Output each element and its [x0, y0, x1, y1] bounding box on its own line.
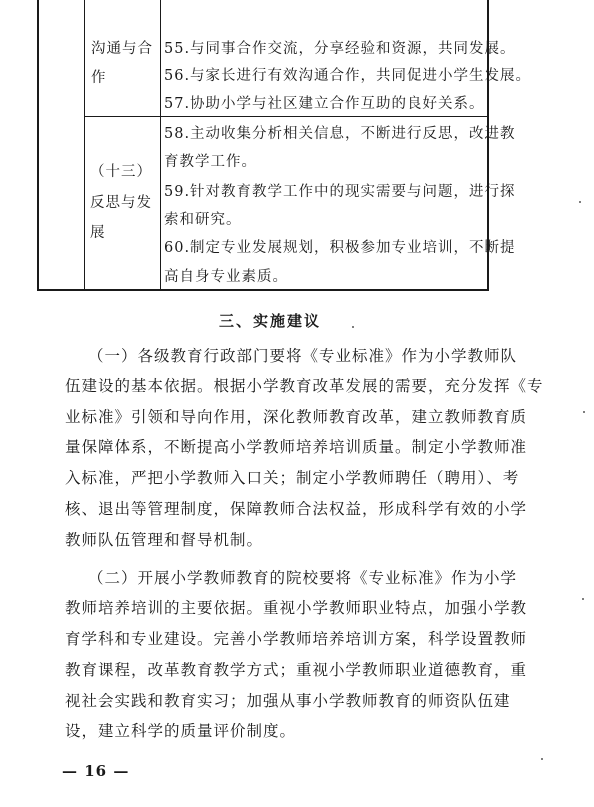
paragraph-line: 设，建立科学的质量评价制度。 [65, 722, 297, 740]
table-item-line: 索和研究。 [164, 212, 242, 228]
paragraph-line: 业标准》引领和导向作用，深化教师教育改革，建立教师教育质 [65, 408, 528, 426]
paragraph-line: 育学科和专业建设。完善小学教师培养培训方案，科学设置教师 [65, 630, 528, 648]
section-heading: 三、实施建议 [218, 312, 321, 330]
paragraph-line: 量保障体系，不断提高小学教师培养培训质量。制定小学教师准 [65, 438, 528, 456]
paragraph-line: 教育课程，改革教育教学方式；重视小学教师职业道德教育，重 [65, 661, 528, 679]
table-item-line: 59.针对教育教学工作中的现实需要与问题，进行探 [164, 184, 516, 200]
paragraph-line: 教师队伍管理和督导机制。 [65, 531, 264, 549]
table-left-border [37, 0, 39, 290]
paragraph-line: 核、退出等管理制度，保障教师合法权益，形成科学有效的小学 [65, 500, 528, 518]
table-item-line: 60.制定专业发展规划，积极参加专业培训，不断提 [164, 240, 516, 256]
table-item-line: 育教学工作。 [164, 154, 257, 170]
table-category-line: （十三） [90, 164, 152, 180]
table-item-line: 高自身专业素质。 [164, 269, 288, 285]
page-number: — 16 — [62, 762, 130, 780]
table-item-line: 56.与家长进行有效沟通合作，共同促进小学生发展。 [164, 68, 532, 84]
paragraph-line: 伍建设的基本依据。根据小学教育改革发展的需要，充分发挥《专 [65, 377, 544, 395]
scan-speck [579, 201, 581, 203]
paragraph-line: （二）开展小学教师教育的院校要将《专业标准》作为小学 [88, 569, 518, 587]
paragraph-line: 教师培养培训的主要依据。重视小学教师职业特点，加强小学教 [65, 599, 528, 617]
scan-speck [583, 411, 585, 413]
paragraph-line: 视社会实践和教育实习；加强从事小学教师教育的师资队伍建 [65, 692, 511, 710]
table-category-line: 反思与发 [90, 195, 152, 211]
table-category-line: 作 [91, 70, 107, 86]
scan-speck [582, 598, 584, 600]
scan-speck [541, 758, 543, 760]
table-item-line: 58.主动收集分析相关信息，不断进行反思，改进教 [164, 126, 516, 142]
paragraph-line: （一）各级教育行政部门要将《专业标准》作为小学教师队 [88, 347, 518, 365]
scan-speck [352, 326, 354, 328]
table-item-line: 55.与同事合作交流，分享经验和资源，共同发展。 [164, 41, 516, 57]
table-bottom-border [37, 289, 489, 291]
table-category-line: 沟通与合 [91, 41, 153, 57]
paragraph-line: 入标准，严把小学教师入口关；制定小学教师聘任（聘用）、考 [65, 469, 520, 487]
table-divider-1 [84, 0, 85, 290]
table-item-line: 57.协助小学与社区建立合作互助的良好关系。 [164, 96, 485, 112]
table-row-separator [84, 116, 488, 117]
table-divider-2 [160, 0, 161, 290]
table-category-line: 展 [90, 225, 106, 241]
